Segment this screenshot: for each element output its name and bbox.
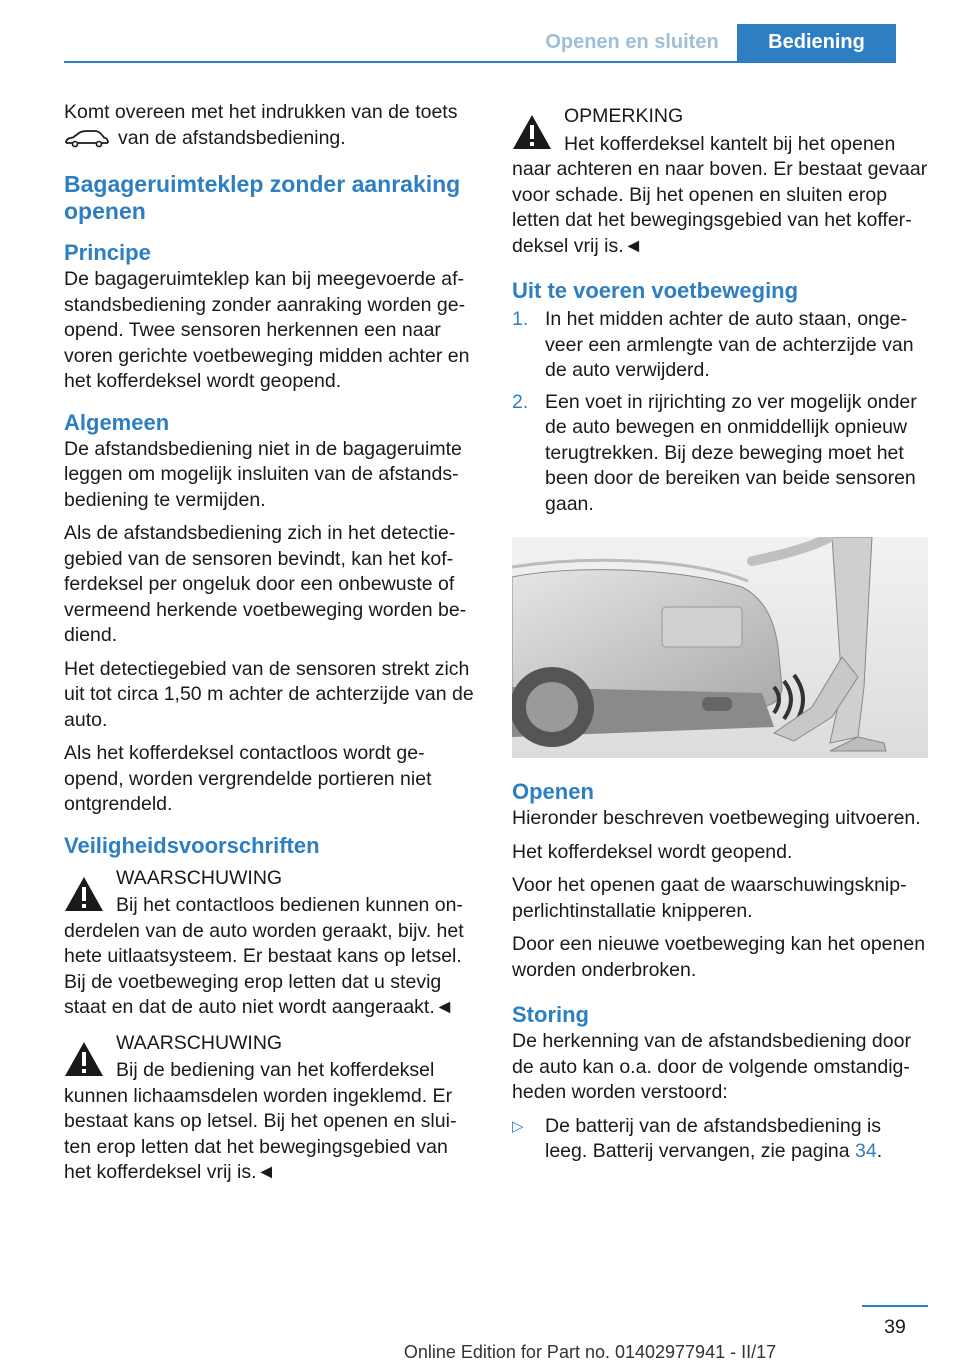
warning-1-text: Bij het contactloos bedienen kunnen onderdelen van de auto worden geraakt, bijv. het hete uitlaatsysteem. Er bestaat kans op letsel. Bij de voetbeweging erop letten dat u stevig staat en dat de auto niet wordt aangeraakt.◄ — [64, 894, 464, 1018]
header-rule — [64, 61, 896, 63]
chapter-tab[interactable]: Bediening — [737, 24, 896, 61]
step-number: 2. — [512, 390, 529, 413]
intro-paragraph — [64, 100, 476, 151]
footer-edition: Online Edition for Part no. 01402977941 - II/17 — [403, 1342, 777, 1362]
bullet-icon: ▷ — [512, 1117, 524, 1135]
principe-text: De bagageruimteklep kan bij meegevoerde afstandsbediening zonder aanraking worden geopend. Twee sensoren herkennen een naar voren gerichte voetbeweging midden achter en het kofferdeksel wordt geopend. — [64, 268, 470, 392]
foot-gesture-illustration — [512, 537, 928, 758]
page-header — [0, 0, 960, 62]
algemeen-paragraph-3: Het detectiegebied van de sensoren strekt zich uit tot circa 1,50 m achter de achterzijde van de auto. — [64, 657, 474, 731]
warning-2-text: Bij de bediening van het kofferdeksel kunnen lichaamsdelen worden ingeklemd. Er bestaat kans op letsel. Bij het openen en sluiten erop letten dat het bewegingsgebied van het kofferdeksel vrij is.◄ — [64, 1059, 457, 1183]
step-number: 1. — [512, 308, 529, 330]
storing-paragraph: De herkenning van de afstandsbediening door de auto kan o.a. door de volgende omstandigheden worden verstoord: — [512, 1030, 911, 1103]
warning-block-2 — [64, 1031, 476, 1186]
voetbeweging-heading: Uit te voeren voetbeweging — [512, 278, 799, 303]
warning-2-title: WAARSCHUWING — [116, 1031, 283, 1054]
principe-heading: Principe — [64, 240, 151, 265]
footer-rule — [862, 1305, 928, 1307]
algemeen-heading: Algemeen — [64, 409, 170, 435]
openen-paragraph-4: Door een nieuwe voetbeweging kan het openen worden onderbroken. — [512, 933, 926, 981]
storing-list — [512, 1114, 928, 1165]
algemeen-paragraph-1: De afstandsbediening niet in de bagageruimte leggen om mogelijk insluiten van de afstandsbediening te vermijden. — [64, 437, 462, 511]
note-block — [512, 104, 928, 259]
intro-text-before: Komt overeen met het indrukken van de toets — [64, 101, 458, 123]
warning-block-1 — [64, 866, 476, 1021]
warning-triangle-icon — [64, 876, 104, 912]
note-text: Het kofferdeksel kantelt bij het openen naar achteren en naar boven. Er bestaat gevaar voor schade. Bij het openen en sluiten erop letten dat het bewegingsgebied van het kofferdeksel vrij is.◄ — [512, 132, 928, 257]
veiligheid-heading: Veiligheidsvoorschriften — [64, 832, 320, 858]
list-item — [512, 307, 928, 384]
openen-paragraph-2: Het kofferdeksel wordt geopend. — [512, 840, 793, 863]
page-number: 39 — [884, 1316, 906, 1338]
warning-triangle-icon — [64, 1041, 104, 1077]
bullet-text: De batterij van de afstandsbediening is leeg. Batterij vervangen, zie pagina — [545, 1114, 882, 1162]
algemeen-paragraph-2: Als de afstandsbediening zich in het detectiegebied van de sensoren bevindt, kan het kofferdeksel per ongeluk door een onbewuste of vermeend herkende voetbeweging worden bediend. — [64, 522, 467, 646]
steps-list — [512, 307, 928, 517]
warning-1-title: WAARSCHUWING — [116, 866, 283, 889]
openen-heading: Openen — [512, 779, 594, 804]
section-tab[interactable]: Openen en sluiten — [545, 31, 719, 53]
warning-triangle-icon — [512, 114, 552, 150]
right-column — [512, 100, 928, 1165]
car-key-icon — [64, 128, 110, 148]
step-text: In het midden achter de auto staan, ongeveer een armlengte van de achterzijde van de auto verwijderd. — [545, 308, 914, 381]
openen-paragraph-1: Hieronder beschreven voetbeweging uitvoeren. — [512, 807, 921, 829]
storing-heading: Storing — [512, 1002, 589, 1027]
bullet-end: . — [876, 1140, 883, 1162]
note-title: OPMERKING — [564, 105, 684, 127]
openen-paragraph-3: Voor het openen gaat de waarschuwingsknipperlichtinstallatie knipperen. — [512, 874, 907, 922]
page-reference-link[interactable]: 34 — [855, 1140, 877, 1162]
intro-text-after: van de afstandsbediening. — [118, 126, 346, 149]
left-column — [64, 100, 476, 1196]
step-text: Een voet in rijrichting zo ver mogelijk onder de auto bewegen en onmiddellijk opnieuw terugtrekken. Bij deze beweging moet het been door de bereiken van beide sensoren gaan. — [545, 390, 917, 515]
main-heading: Bagageruimteklep zonder aanraking openen — [64, 171, 461, 224]
list-item — [512, 1114, 928, 1165]
list-item — [512, 390, 928, 518]
algemeen-paragraph-4: Als het kofferdeksel contactloos wordt geopend, worden vergrendelde portieren niet ontgrendeld. — [64, 742, 432, 815]
